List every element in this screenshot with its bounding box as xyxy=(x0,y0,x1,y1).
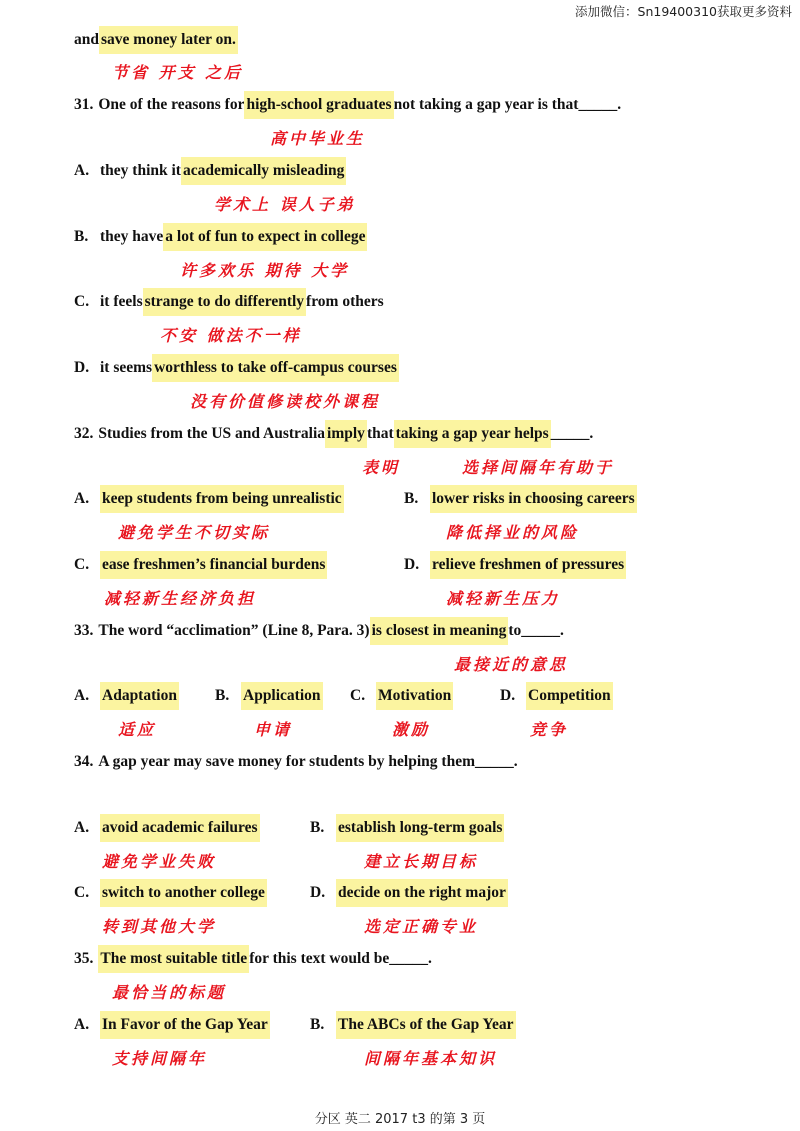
q31-option-c[interactable] xyxy=(74,287,384,317)
q33-option-b-annotation: 申请 xyxy=(254,720,293,739)
question-text: One of the reasons for xyxy=(98,96,245,113)
option-highlight: In Favor of the Gap Year xyxy=(100,1011,270,1039)
q33-option-d[interactable] xyxy=(500,681,613,711)
question-33 xyxy=(74,616,564,646)
q32-option-d-annotation: 减轻新生压力 xyxy=(446,589,561,608)
question-highlight-helps: taking a gap year helps xyxy=(394,420,551,448)
q33-option-b[interactable] xyxy=(215,681,323,711)
option-highlight: worthless to take off-campus courses xyxy=(152,354,399,382)
intro-text: and xyxy=(74,31,99,48)
q34-option-c-annotation: 转到其他大学 xyxy=(102,917,217,936)
option-letter: A. xyxy=(74,162,90,179)
option-letter: D. xyxy=(404,556,420,573)
q32-option-c-annotation: 减轻新生经济负担 xyxy=(104,589,257,608)
option-letter: A. xyxy=(74,687,90,704)
q31-option-a-annotation: 学术上 误人子弟 xyxy=(214,195,356,214)
q35-option-a[interactable] xyxy=(74,1010,270,1040)
q31-option-a[interactable] xyxy=(74,156,346,186)
question-text-end: to_____. xyxy=(508,622,564,639)
option-letter: C. xyxy=(74,884,90,901)
question-text-end: _____. xyxy=(550,425,594,442)
question-text-mid: that xyxy=(366,425,394,442)
page-footer: 分区 英二 2017 t3 的第 3 页 xyxy=(314,1112,486,1127)
option-text: they think it xyxy=(100,162,181,179)
q34-option-d[interactable] xyxy=(310,878,508,908)
q35-option-a-annotation: 支持间隔年 xyxy=(112,1049,208,1068)
option-text: they have xyxy=(100,228,164,245)
option-letter: D. xyxy=(74,359,90,376)
intro-highlight: save money later on. xyxy=(99,26,238,54)
option-highlight: strange to do differently xyxy=(143,288,306,316)
option-highlight: The ABCs of the Gap Year xyxy=(336,1011,516,1039)
question-highlight-imply: imply xyxy=(325,420,367,448)
q33-option-a-annotation: 适应 xyxy=(118,720,157,739)
option-highlight: avoid academic failures xyxy=(100,814,260,842)
option-letter: B. xyxy=(215,687,230,704)
q33-option-c-annotation: 激励 xyxy=(392,720,431,739)
q33-option-c[interactable] xyxy=(350,681,453,711)
q34-option-d-annotation: 选定正确专业 xyxy=(364,917,479,936)
watermark: 添加微信：Sn19400310获取更多资料 xyxy=(575,4,792,19)
q32-option-b[interactable] xyxy=(404,484,637,514)
question-32 xyxy=(74,419,593,449)
option-letter: B. xyxy=(404,490,419,507)
q35-option-b-annotation: 间隔年基本知识 xyxy=(364,1049,498,1068)
question-33-annotation: 最接近的意思 xyxy=(454,655,569,674)
question-text: Studies from the US and Australia xyxy=(98,425,326,442)
intro-line xyxy=(74,25,238,55)
option-highlight: establish long-term goals xyxy=(336,814,504,842)
option-highlight: keep students from being unrealistic xyxy=(100,485,344,513)
question-text-end: not taking a gap year is that_____. xyxy=(393,96,622,113)
option-letter: A. xyxy=(74,490,90,507)
q31-option-b[interactable] xyxy=(74,222,367,252)
option-highlight: Competition xyxy=(526,682,613,710)
option-letter: B. xyxy=(310,1016,325,1033)
option-letter: C. xyxy=(74,293,90,310)
q32-option-a-annotation: 避免学生不切实际 xyxy=(118,523,271,542)
option-highlight: switch to another college xyxy=(100,879,267,907)
question-text: A gap year may save money for students by helping them_____. xyxy=(98,753,518,770)
option-highlight: academically misleading xyxy=(181,157,346,185)
question-number: 33. xyxy=(74,622,94,639)
option-letter: B. xyxy=(310,819,325,836)
q34-option-a[interactable] xyxy=(74,813,260,843)
option-highlight: lower risks in choosing careers xyxy=(430,485,637,513)
q33-option-d-annotation: 竞争 xyxy=(530,720,569,739)
question-32-annotation-imply: 表明 xyxy=(362,458,401,477)
q31-option-c-annotation: 不安 做法不一样 xyxy=(160,326,302,345)
question-number: 32. xyxy=(74,425,94,442)
q34-option-b-annotation: 建立长期目标 xyxy=(364,852,479,871)
option-highlight: Adaptation xyxy=(100,682,179,710)
option-highlight: decide on the right major xyxy=(336,879,508,907)
question-35 xyxy=(74,944,432,974)
question-31 xyxy=(74,90,621,120)
question-text: The word “acclimation” (Line 8, Para. 3) xyxy=(98,622,370,639)
q33-option-a[interactable] xyxy=(74,681,179,711)
intro-annotation: 节省 开支 之后 xyxy=(112,63,244,82)
q35-option-b[interactable] xyxy=(310,1010,516,1040)
option-letter: D. xyxy=(500,687,516,704)
question-number: 34. xyxy=(74,753,94,770)
question-highlight: high-school graduates xyxy=(244,91,393,119)
option-letter: A. xyxy=(74,819,90,836)
option-letter: C. xyxy=(74,556,90,573)
q32-option-b-annotation: 降低择业的风险 xyxy=(446,523,580,542)
question-35-annotation: 最恰当的标题 xyxy=(112,983,227,1002)
option-highlight: relieve freshmen of pressures xyxy=(430,551,626,579)
option-highlight: a lot of fun to expect in college xyxy=(163,223,367,251)
q31-option-d[interactable] xyxy=(74,353,399,383)
q32-option-c[interactable] xyxy=(74,550,327,580)
option-letter: A. xyxy=(74,1016,90,1033)
option-letter: B. xyxy=(74,228,89,245)
q34-option-b[interactable] xyxy=(310,813,504,843)
option-highlight: ease freshmen’s financial burdens xyxy=(100,551,327,579)
option-text: it feels xyxy=(100,293,143,310)
question-highlight: is closest in meaning xyxy=(370,617,509,645)
question-31-annotation: 高中毕业生 xyxy=(270,129,366,148)
q31-option-b-annotation: 许多欢乐 期待 大学 xyxy=(180,261,350,280)
q31-option-d-annotation: 没有价值修读校外课程 xyxy=(190,392,381,411)
question-highlight: The most suitable title xyxy=(98,945,249,973)
q32-option-d[interactable] xyxy=(404,550,626,580)
question-number: 31. xyxy=(74,96,94,113)
q34-option-a-annotation: 避免学业失败 xyxy=(102,852,217,871)
option-text-end: from others xyxy=(306,293,384,310)
question-34 xyxy=(74,747,518,777)
q32-option-a[interactable] xyxy=(74,484,344,514)
question-32-annotation-helps: 选择间隔年有助于 xyxy=(462,458,615,477)
option-highlight: Motivation xyxy=(376,682,453,710)
question-number: 35. xyxy=(74,950,94,967)
option-letter: D. xyxy=(310,884,326,901)
option-highlight: Application xyxy=(241,682,323,710)
question-text-end: for this text would be_____. xyxy=(249,950,432,967)
option-text: it seems xyxy=(100,359,153,376)
option-letter: C. xyxy=(350,687,366,704)
q34-option-c[interactable] xyxy=(74,878,267,908)
